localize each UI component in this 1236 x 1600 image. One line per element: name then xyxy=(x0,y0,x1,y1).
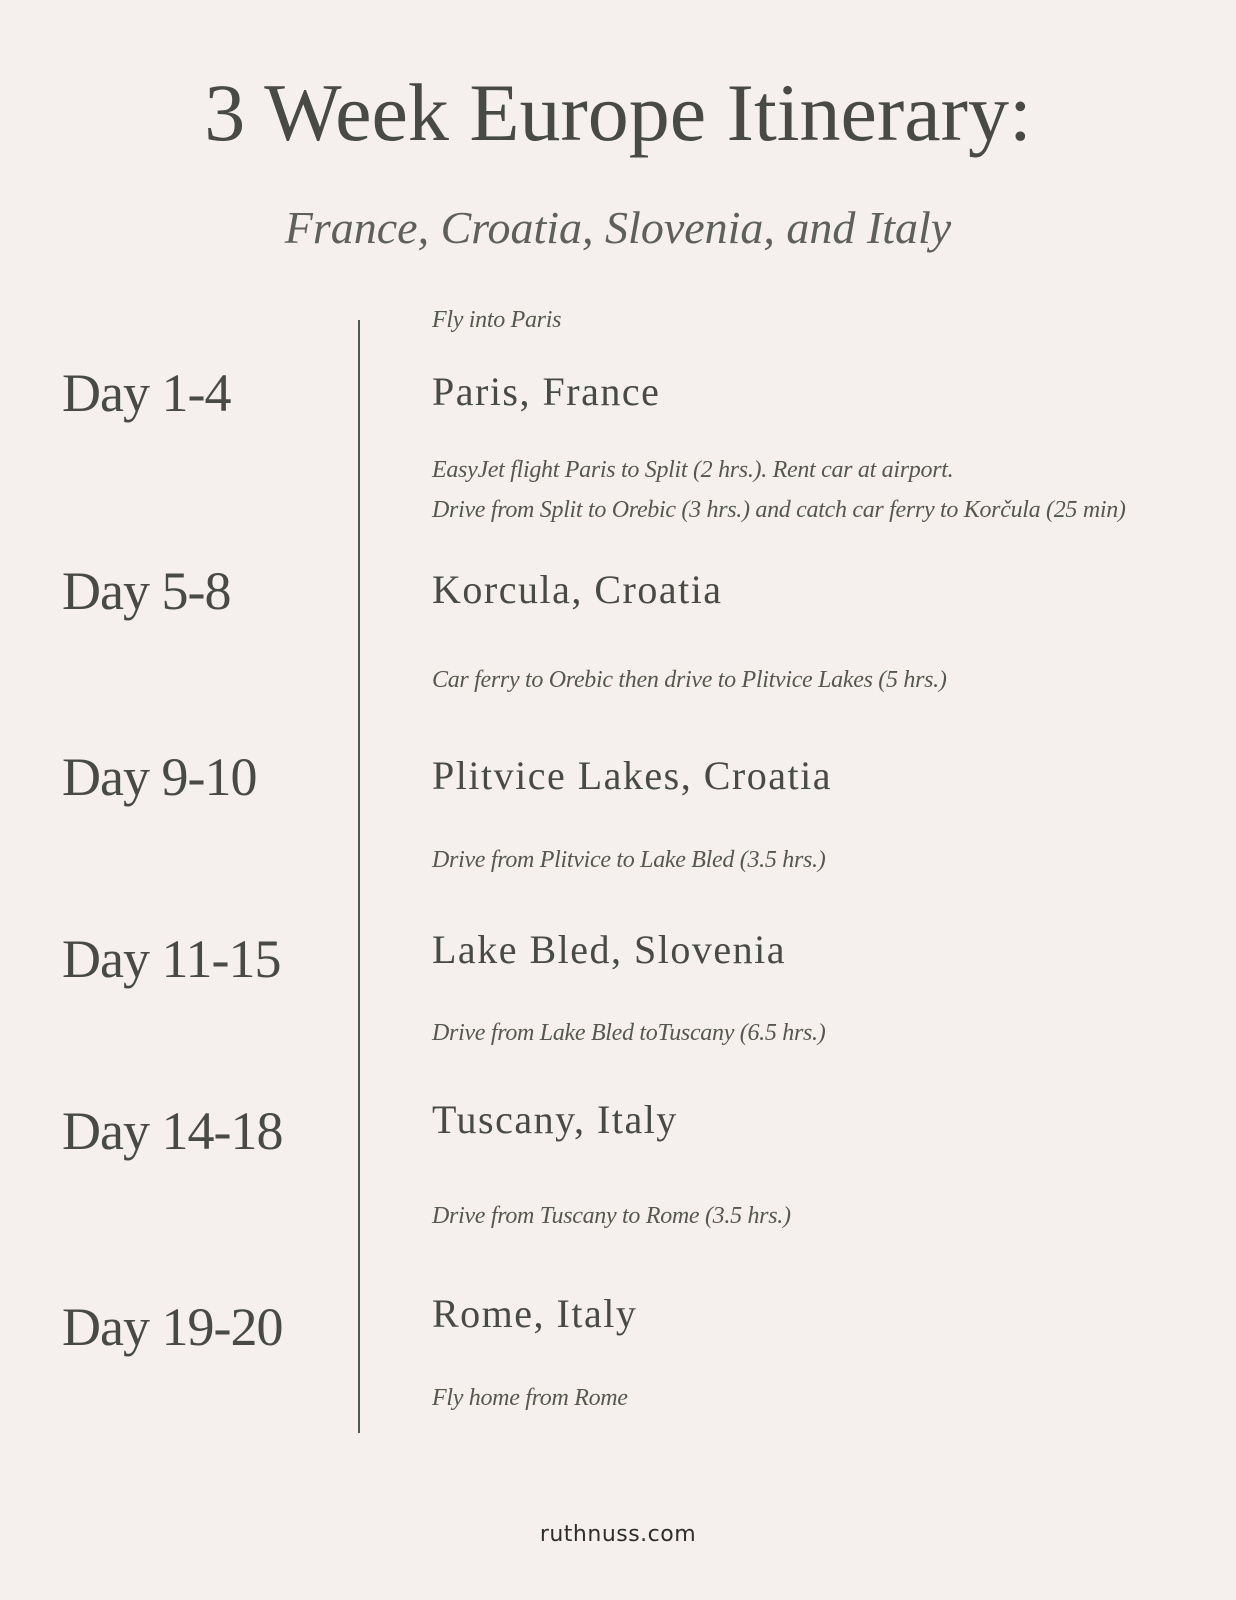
website-credit: ruthnuss.com xyxy=(539,1522,697,1547)
day-range-label: Day 14-18 xyxy=(62,1101,283,1161)
destination-name: Tuscany, Italy xyxy=(432,1097,678,1142)
day-range-label: Day 19-20 xyxy=(62,1297,283,1357)
transit-note: Drive from Split to Orebic (3 hrs.) and catch car ferry to Korčula (25 min) xyxy=(432,497,1126,523)
intro-note: Fly into Paris xyxy=(432,307,562,333)
transit-note: Fly home from Rome xyxy=(432,1385,628,1411)
transit-note: EasyJet flight Paris to Split (2 hrs.). Rent car at airport. xyxy=(432,457,954,483)
destination-name: Lake Bled, Slovenia xyxy=(432,927,786,972)
destination-name: Paris, France xyxy=(432,369,661,414)
destination-name: Plitvice Lakes, Croatia xyxy=(432,753,832,798)
day-range-label: Day 1-4 xyxy=(62,363,231,423)
day-range-label: Day 11-15 xyxy=(62,929,281,989)
timeline-divider xyxy=(358,320,360,1433)
day-range-label: Day 9-10 xyxy=(62,747,257,807)
transit-note: Drive from Tuscany to Rome (3.5 hrs.) xyxy=(432,1203,791,1229)
transit-note: Car ferry to Orebic then drive to Plitvice Lakes (5 hrs.) xyxy=(432,667,947,693)
page-subtitle: France, Croatia, Slovenia, and Italy xyxy=(284,202,952,253)
day-range-label: Day 5-8 xyxy=(62,561,231,621)
page-title: 3 Week Europe Itinerary: xyxy=(204,67,1032,158)
destination-name: Rome, Italy xyxy=(432,1291,638,1336)
transit-note: Drive from Plitvice to Lake Bled (3.5 hrs.) xyxy=(432,847,826,873)
destination-name: Korcula, Croatia xyxy=(432,567,723,612)
transit-note: Drive from Lake Bled toTuscany (6.5 hrs.) xyxy=(432,1020,826,1046)
